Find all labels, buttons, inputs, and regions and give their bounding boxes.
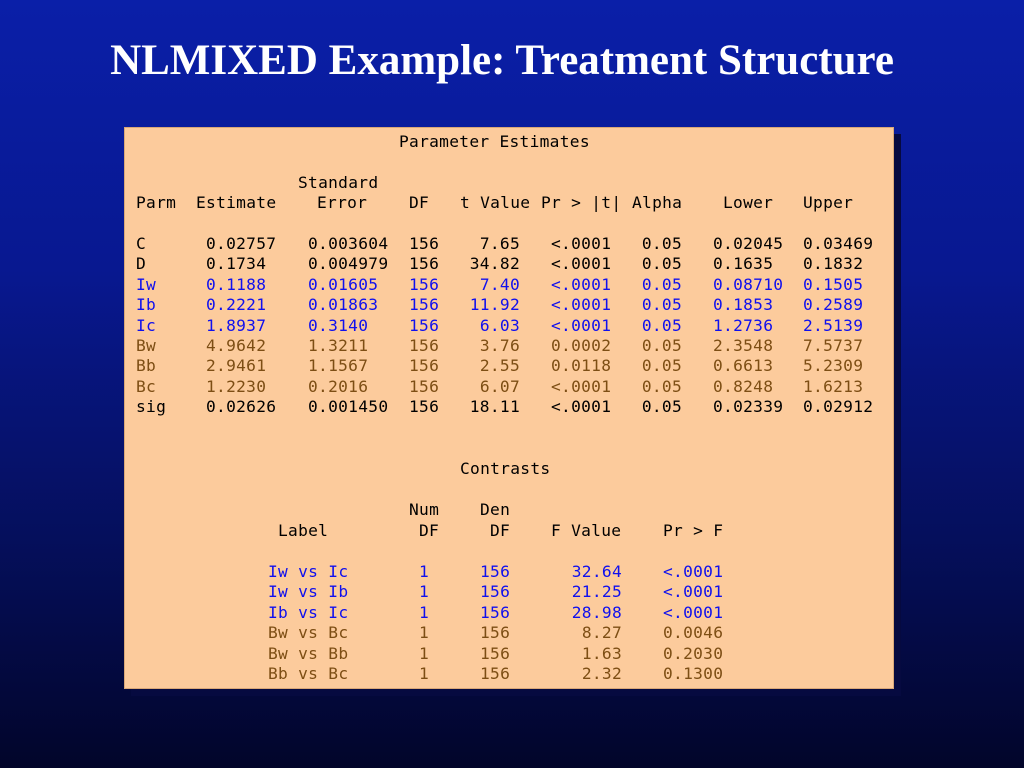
table-row (125, 234, 893, 254)
cell-alpha: 0.05 (641, 234, 682, 253)
cell-parm: Bw (136, 336, 157, 355)
contrasts-header-f: F Value (551, 521, 622, 540)
cell-df: 156 (409, 376, 440, 396)
cell-den: 156 (480, 643, 511, 663)
parameter-estimates-title: Parameter Estimates (399, 132, 590, 151)
cell-p: 0.1300 (663, 664, 724, 683)
pe-header-parm: Parm (136, 193, 177, 212)
cell-error: 0.2016 (308, 376, 369, 396)
cell-t: 7.65 (479, 234, 520, 253)
cell-lower: 0.8248 (713, 376, 774, 396)
cell-lower: 0.1853 (713, 295, 774, 315)
cell-p: <.0001 (551, 254, 612, 274)
cell-alpha: 0.05 (641, 336, 682, 355)
cell-df: 156 (409, 356, 440, 376)
table-row (125, 664, 893, 684)
cell-error: 0.01863 (308, 295, 379, 315)
cell-f: 21.25 (571, 582, 622, 602)
contrasts-header-row (125, 521, 893, 541)
table-row (125, 644, 893, 664)
cell-estimate: 0.1734 (206, 254, 267, 274)
cell-t: 6.07 (479, 376, 520, 396)
cell-num: 1 (418, 562, 429, 581)
cell-f: 1.63 (581, 643, 622, 663)
cell-parm: Bb (136, 356, 157, 376)
cell-num: 1 (418, 643, 429, 663)
cell-label: Bw vs Bb (268, 643, 349, 663)
cell-parm: Ic (136, 315, 157, 335)
contrasts-title: Contrasts (460, 459, 551, 478)
cell-error: 0.01605 (308, 274, 379, 294)
cell-parm: sig (136, 397, 167, 417)
cell-error: 1.1567 (308, 356, 369, 376)
cell-upper: 0.1505 (803, 274, 864, 294)
cell-t: 6.03 (479, 315, 520, 335)
cell-df: 156 (409, 315, 440, 335)
cell-lower: 0.6613 (713, 356, 774, 376)
cell-upper: 0.03469 (803, 234, 874, 253)
cell-df: 156 (409, 397, 440, 417)
cell-label: Bw vs Bc (268, 623, 349, 643)
cell-p: <.0001 (551, 315, 612, 335)
cell-upper: 5.2309 (803, 356, 864, 376)
sas-output-panel (124, 127, 894, 689)
cell-p: <.0001 (663, 602, 724, 622)
table-row (125, 603, 893, 623)
pe-header-standard: Standard (298, 173, 379, 192)
cell-alpha: 0.05 (641, 315, 682, 335)
cell-parm: D (136, 254, 147, 274)
cell-label: Ib vs Ic (268, 602, 349, 622)
cell-error: 0.001450 (308, 397, 389, 417)
cell-f: 32.64 (571, 562, 622, 581)
cell-p: 0.0118 (551, 356, 612, 376)
cell-estimate: 0.02626 (206, 397, 277, 417)
table-row (125, 295, 893, 315)
table-row (125, 397, 893, 417)
pe-header-df: DF (409, 193, 430, 212)
cell-error: 0.003604 (308, 234, 389, 253)
cell-alpha: 0.05 (641, 356, 682, 376)
cell-p: <.0001 (551, 376, 612, 396)
cell-lower: 2.3548 (713, 336, 774, 355)
cell-lower: 0.08710 (713, 274, 784, 294)
cell-p: <.0001 (551, 234, 612, 253)
contrasts-header-den-df: DF (490, 521, 511, 540)
cell-t: 3.76 (479, 336, 520, 355)
cell-upper: 0.02912 (803, 397, 874, 417)
table-row (125, 623, 893, 643)
cell-f: 28.98 (571, 602, 622, 622)
cell-estimate: 0.1188 (206, 274, 267, 294)
cell-alpha: 0.05 (641, 376, 682, 396)
pe-header-row (125, 193, 893, 213)
contrasts-header-p: Pr > F (663, 521, 724, 540)
pe-header-t: t Value (460, 193, 531, 212)
pe-header-error: Error (317, 193, 368, 212)
table-row (125, 582, 893, 602)
cell-upper: 0.2589 (803, 295, 864, 315)
cell-estimate: 2.9461 (206, 356, 267, 376)
cell-p: <.0001 (551, 295, 612, 315)
cell-den: 156 (480, 623, 511, 643)
cell-df: 156 (409, 274, 440, 294)
cell-p: <.0001 (663, 562, 724, 581)
pe-header-lower: Lower (723, 193, 774, 212)
cell-t: 11.92 (469, 295, 520, 315)
table-row (125, 377, 893, 397)
cell-p: <.0001 (551, 274, 612, 294)
cell-t: 7.40 (479, 274, 520, 294)
cell-parm: Iw (136, 274, 157, 294)
cell-df: 156 (409, 336, 440, 355)
table-row (125, 316, 893, 336)
cell-f: 8.27 (581, 623, 622, 643)
cell-parm: Bc (136, 376, 157, 396)
contrasts-header-label: Label (278, 521, 329, 540)
cell-estimate: 0.02757 (206, 234, 277, 253)
cell-num: 1 (418, 602, 429, 622)
contrasts-header-num: Num (409, 500, 440, 519)
cell-estimate: 4.9642 (206, 336, 267, 355)
cell-num: 1 (418, 582, 429, 602)
cell-lower: 1.2736 (713, 315, 774, 335)
cell-parm: Ib (136, 295, 157, 315)
cell-error: 0.004979 (308, 254, 389, 274)
cell-p: 0.2030 (663, 643, 724, 663)
cell-den: 156 (480, 582, 511, 602)
cell-p: 0.0002 (551, 336, 612, 355)
cell-error: 0.3140 (308, 315, 369, 335)
contrasts-header-top (125, 500, 893, 520)
cell-alpha: 0.05 (641, 295, 682, 315)
cell-upper: 1.6213 (803, 376, 864, 396)
cell-den: 156 (480, 602, 511, 622)
cell-df: 156 (409, 254, 440, 274)
pe-header-estimate: Estimate (196, 193, 277, 212)
cell-t: 34.82 (469, 254, 520, 274)
cell-label: Bb vs Bc (268, 664, 349, 683)
cell-alpha: 0.05 (641, 274, 682, 294)
cell-lower: 0.02045 (713, 234, 784, 253)
contrasts-header-num-df: DF (419, 521, 440, 540)
pe-header-p: Pr > |t| (541, 193, 622, 212)
table-row (125, 254, 893, 274)
cell-upper: 7.5737 (803, 336, 864, 355)
cell-t: 18.11 (469, 397, 520, 417)
cell-upper: 2.5139 (803, 315, 864, 335)
cell-estimate: 1.2230 (206, 376, 267, 396)
cell-den: 156 (480, 664, 511, 683)
cell-num: 1 (418, 664, 429, 683)
cell-num: 1 (418, 623, 429, 643)
cell-p: <.0001 (663, 582, 724, 602)
cell-den: 156 (480, 562, 511, 581)
table-row (125, 562, 893, 582)
cell-f: 2.32 (581, 664, 622, 683)
pe-header-alpha: Alpha (632, 193, 683, 212)
cell-p: 0.0046 (663, 623, 724, 643)
contrasts-header-den: Den (480, 500, 511, 519)
cell-lower: 0.02339 (713, 397, 784, 417)
cell-label: Iw vs Ic (268, 562, 349, 581)
cell-estimate: 1.8937 (206, 315, 267, 335)
cell-p: <.0001 (551, 397, 612, 417)
cell-lower: 0.1635 (713, 254, 774, 274)
cell-df: 156 (409, 295, 440, 315)
cell-t: 2.55 (479, 356, 520, 376)
cell-df: 156 (409, 234, 440, 253)
cell-alpha: 0.05 (641, 254, 682, 274)
cell-alpha: 0.05 (641, 397, 682, 417)
cell-error: 1.3211 (308, 336, 369, 355)
cell-parm: C (136, 234, 147, 253)
cell-upper: 0.1832 (803, 254, 864, 274)
table-row (125, 356, 893, 376)
pe-header-upper: Upper (803, 193, 854, 212)
table-row (125, 275, 893, 295)
table-row (125, 336, 893, 356)
slide-title: NLMIXED Example: Treatment Structure (110, 37, 894, 84)
cell-estimate: 0.2221 (206, 295, 267, 315)
cell-label: Iw vs Ib (268, 582, 349, 602)
pe-header-top (125, 173, 893, 193)
